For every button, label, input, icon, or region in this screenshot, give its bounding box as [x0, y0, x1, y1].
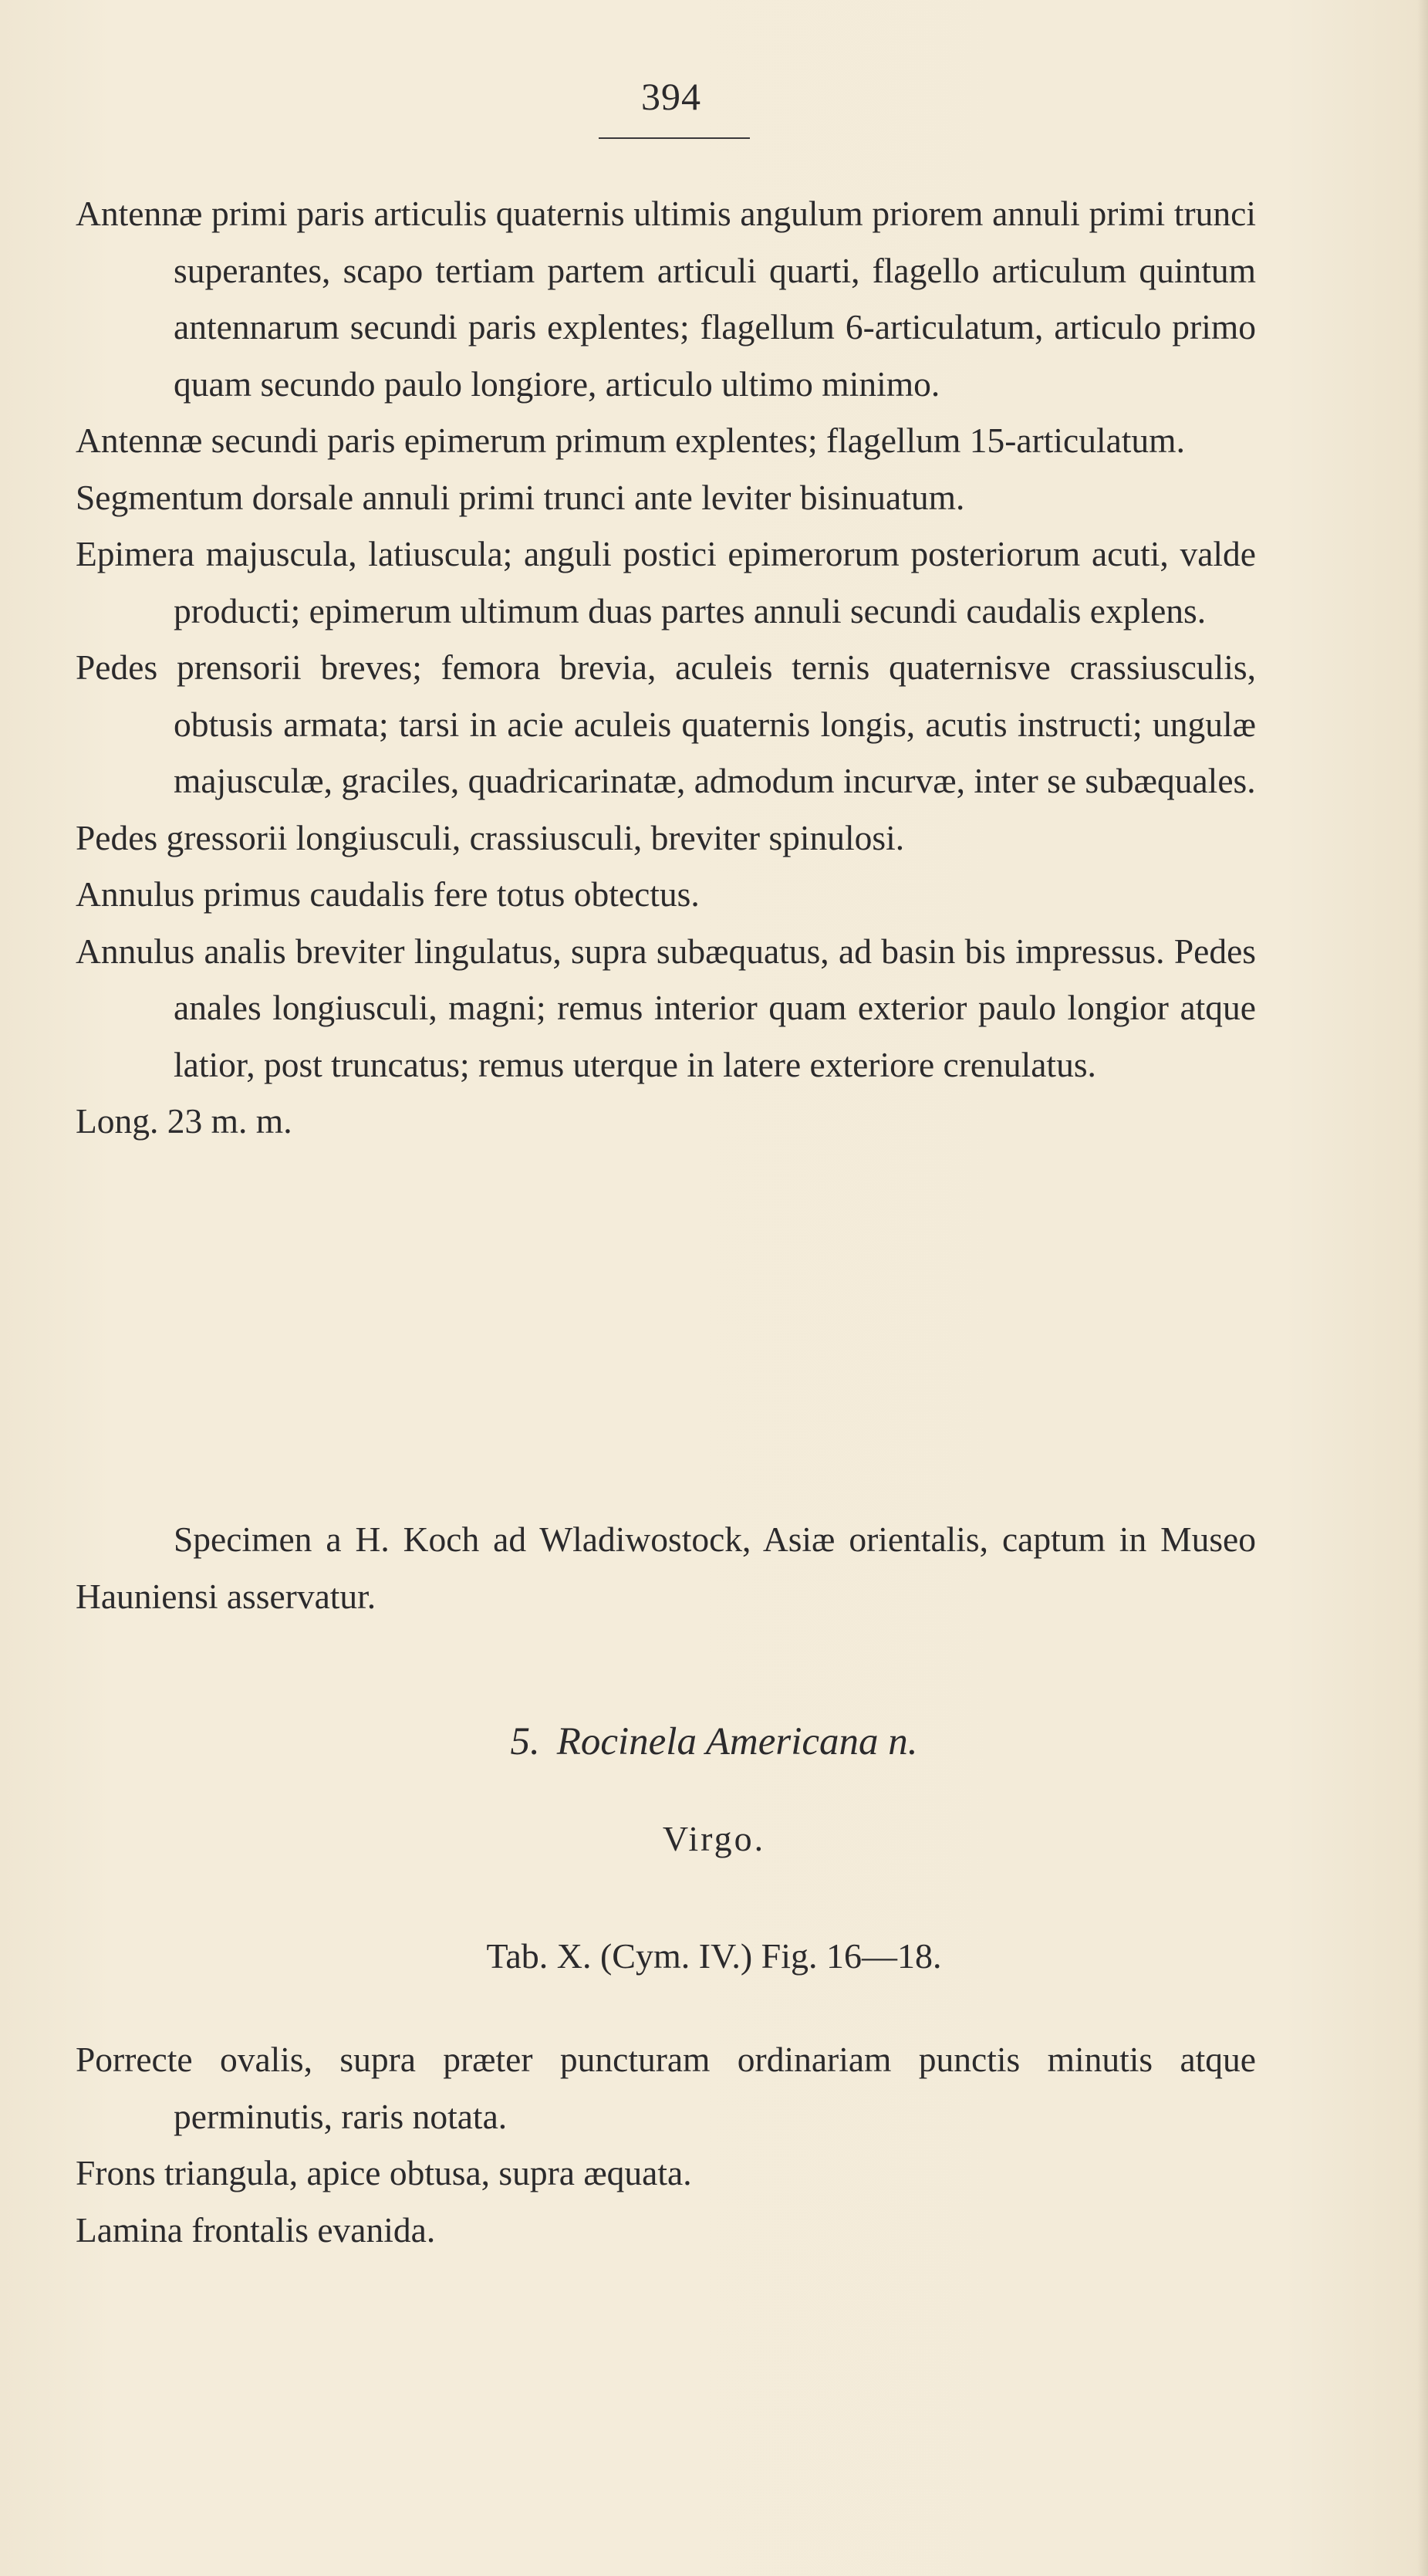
specimen-note: Specimen a H. Koch ad Wladiwostock, Asiæ orientalis, captum in Museo Hauniensi asservatur.	[76, 1520, 1256, 1616]
plate-reference: Tab. X. (Cym. IV.) Fig. 16—18.	[486, 1936, 942, 1976]
species-heading	[0, 1719, 1428, 1764]
paragraph-pedes-prensorii: Pedes prensorii breves; femora brevia, aculeis ternis quaternisve crassiusculis, obtusis armata; tarsi in acie aculeis quaternis longis, acutis instructi; ungulæ majusculæ, graciles, quadricarinatæ, admodum incurvæ, inter se subæquales.	[76, 647, 1256, 800]
paragraph-antennae-first: Antennæ primi paris articulis quaternis ultimis angulum priorem annuli primi trunci superantes, scapo tertiam partem articuli quarti, flagello articulum quintum antennarum secundi paris explentes; flagellum 6-articulatum, articulo primo quam secundo paulo longiore, articulo ultimo minimo.	[76, 194, 1256, 404]
paragraph-antennae-second: Antennæ secundi paris epimerum primum explentes; flagellum 15-articulatum.	[76, 421, 1185, 460]
paragraph-porrecte: Porrecte ovalis, supra præter puncturam ordinariam punctis minutis atque perminutis, raris notata.	[76, 2040, 1256, 2136]
paragraph-lamina: Lamina frontalis evanida.	[76, 2209, 436, 2250]
paragraph-epimera: Epimera majuscula, latiuscula; anguli postici epimerorum posteriorum acuti, valde producti; epimerum ultimum duas partes annuli secundi caudalis explens.	[76, 534, 1256, 630]
description-block-bottom	[76, 2031, 1256, 2258]
species-number: 5.	[510, 1720, 540, 1763]
paragraph-length: Long. 23 m. m.	[76, 1101, 292, 1141]
species-name: Rocinela Americana n.	[556, 1720, 918, 1763]
paragraph-annulus-analis: Annulus analis breviter lingulatus, supra subæquatus, ad basin bis impressus. Pedes anales longiusculi, magni; remus interior quam exterior paulo longior atque latior, post truncatus; remus uterque in latere exteriore crenulatus.	[76, 931, 1256, 1084]
paragraph-segmentum: Segmentum dorsale annuli primi trunci ante leviter bisinuatum.	[76, 477, 965, 517]
page-edge-shadow	[1417, 0, 1428, 2576]
paragraph-annulus-primus: Annulus primus caudalis fere totus obtectus.	[76, 874, 700, 914]
description-block-top	[76, 185, 1256, 1150]
page-number: 394	[641, 75, 701, 118]
paragraph-pedes-gressorii: Pedes gressorii longiusculi, crassiusculi, breviter spinulosi.	[76, 817, 905, 857]
paragraph-frons: Frons triangula, apice obtusa, supra æquata.	[76, 2153, 692, 2192]
page-number-rule	[599, 137, 750, 139]
species-subtitle: Virgo.	[662, 1819, 766, 1858]
